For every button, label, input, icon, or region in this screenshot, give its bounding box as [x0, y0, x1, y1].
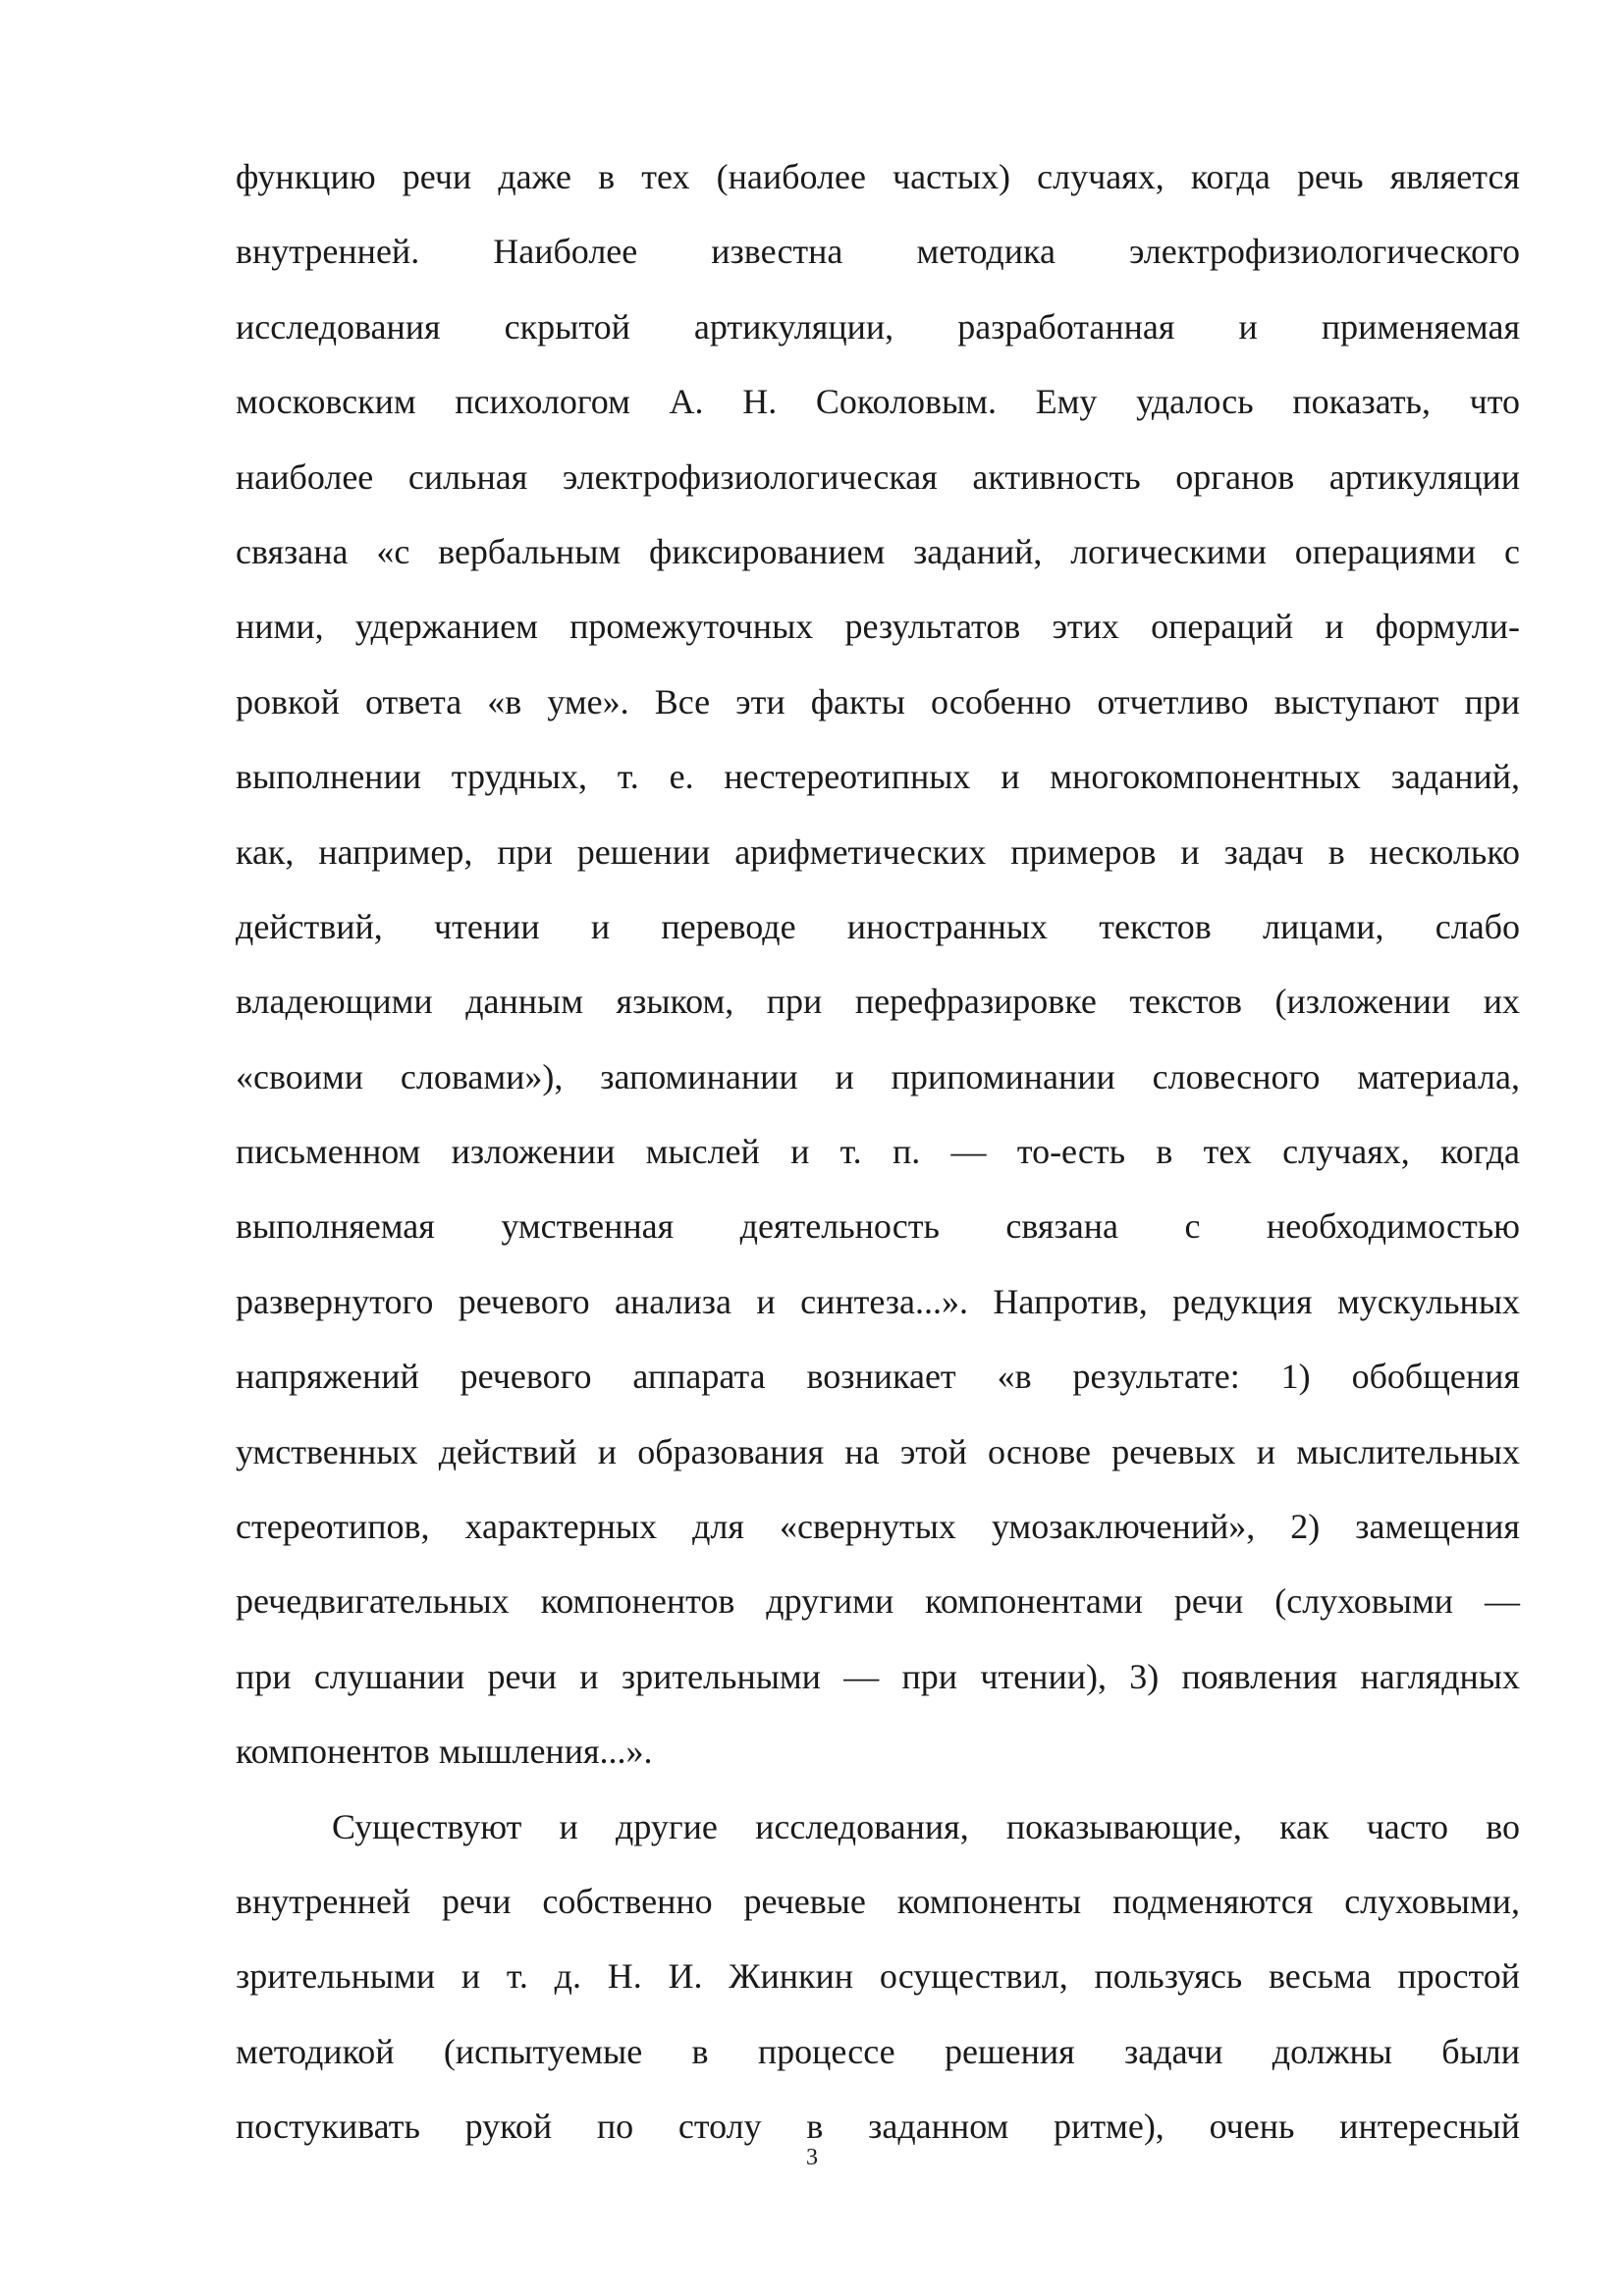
text-line: исследования скрытой артикуляции, разработанная и применяемая [236, 306, 1520, 347]
text-line: как, например, при решении арифметических примеров и задач в несколько [236, 831, 1520, 872]
text-line: при слушании речи и зрительными — при чтении), 3) появления наглядных [236, 1656, 1520, 1696]
text-line: «своими словами»), запоминании и припоминании словесного материала, [236, 1056, 1520, 1096]
text-line: речедвигательных компонентов другими компонентами речи (слуховыми — [236, 1581, 1520, 1622]
text-line: умственных действий и образования на этой основе речевых и мыслительных [236, 1431, 1520, 1471]
text-line: Существуют и другие исследования, показывающие, как часто во [332, 1806, 1520, 1846]
text-line: выполняемая умственная деятельность связана с необходимостью [236, 1206, 1520, 1247]
text-line: владеющими данным языком, при перефразировке текстов (изложении их [236, 982, 1520, 1022]
body-text [236, 139, 1520, 2164]
text-line: методикой (испытуемые в процессе решения задачи должны были [236, 2031, 1520, 2071]
text-line: московским психологом А. Н. Соколовым. Ему удалось показать, что [236, 382, 1520, 422]
page-number: 3 [806, 2145, 818, 2170]
text-line: ними, удержанием промежуточных результатов этих операций и формули- [236, 607, 1520, 647]
text-line: внутренней речи собственно речевые компоненты подменяются слуховыми, [236, 1881, 1520, 1921]
text-line: зрительными и т. д. Н. И. Жинкин осуществил, пользуясь весьма простой [236, 1956, 1520, 1997]
text-line: связана «с вербальным фиксированием заданий, логическими операциями с [236, 531, 1520, 571]
text-line: постукивать рукой по столу в заданном ритме), очень интересный [236, 2107, 1520, 2147]
text-line: действий, чтении и переводе иностранных текстов лицами, слабо [236, 906, 1520, 946]
text-line: наиболее сильная электрофизиологическая активность органов артикуляции [236, 456, 1520, 497]
text-line: внутренней. Наиболее известна методика электрофизиологического [236, 232, 1520, 272]
text-line: напряжений речевого аппарата возникает «в результате: 1) обобщения [236, 1357, 1520, 1397]
text-line: письменном изложении мыслей и т. п. — то-есть в тех случаях, когда [236, 1132, 1520, 1172]
text-line: ровкой ответа «в уме». Все эти факты особенно отчетливо выступают при [236, 681, 1520, 721]
text-line: выполнении трудных, т. е. нестереотипных и многокомпонентных заданий, [236, 757, 1520, 797]
text-line: развернутого речевого анализа и синтеза...». Напротив, редукция мускульных [236, 1281, 1520, 1321]
text-line: стереотипов, характерных для «свернутых умозаключений», 2) замещения [236, 1507, 1520, 1547]
text-line: компонентов мышления...». [236, 1732, 653, 1772]
text-line: функцию речи даже в тех (наиболее частых) случаях, когда речь является [236, 157, 1520, 196]
